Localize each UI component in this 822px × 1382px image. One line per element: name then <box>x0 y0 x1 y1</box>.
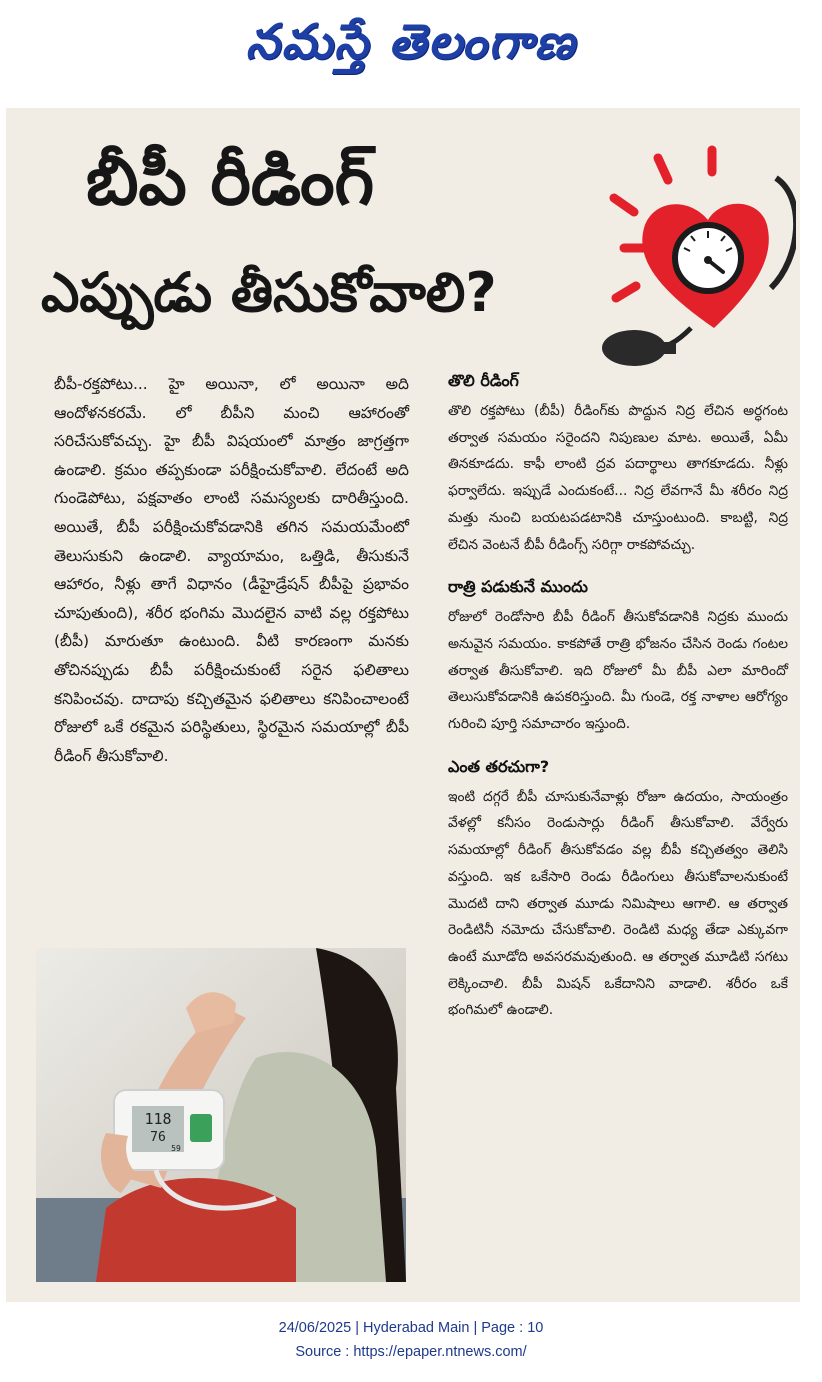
headline <box>6 108 596 348</box>
source-link[interactable]: Source : https://epaper.ntnews.com/ <box>295 1344 527 1360</box>
headline-line-2: ఎప్పుడు తీసుకోవాలి? <box>41 261 497 324</box>
section-body: రోజులో రెండోసారి బీపీ రీడింగ్ తీసుకోవడానికి నిద్రకు ముందు అనువైన సమయం. కాకపోతే రాత్రి భోజనం చేసిన రెండు గంటల తర్వాత తీసుకోవాలి. ఇది రోజులో మీ బీపీ ఎలా మారిందో తెలుసుకోవడానికి ఉపకరిస్తుంది. మీ గుండె, రక్త నాళాల ఆరోగ్యం గురించి పూర్తి సమాచారం ఇస్తుంది. <box>448 609 788 733</box>
intro-paragraph: బీపీ-రక్తపోటు... హై అయినా, లో అయినా అది ఆందోళనకరమే. లో బీపీని మంచి ఆహారంతో సరిచేసుకోవచ్చు. హై బీపీ విషయంలో మాత్రం జాగ్రత్తగా ఉండాలి. క్రమం తప్పకుండా పరీక్షించుకోవాలి. లేదంటే అది గుండెపోటు, పక్షవాతం లాంటి సమస్యలకు దారితీస్తుంది. అయితే, బీపీ పరీక్షించుకోవడానికి తగిన సమయమేంటో తెలుసుకుని ఉండాలి. వ్యాయామం, ఒత్తిడి, తీసుకునే ఆహారం, నీళ్లు తాగే విధానం (డీహైడ్రేషన్ బీపీపై ప్రభావం చూపుతుంది), శరీర భంగిమ మొదలైన వాటి వల్ల రక్తపోటు (బీపీ) మారుతూ ఉంటుంది. వీటి కారణంగా మనకు తోచినప్పుడు బీపీ పరీక్షించుకుంటే సరైన ఫలితాలు కనిపించవు. దాదాపు కచ్చితమైన ఫలితాలు కనిపించాలంటే రోజులో ఒకే రకమైన పరిస్థితులు, స్థిరమైన సమయాల్లో బీపీ రీడింగ్ తీసుకోవాలి. <box>54 375 409 765</box>
section-heading: ఎంత తరచుగా? <box>448 756 550 776</box>
section-before-bed <box>448 576 788 738</box>
monitor-sys-readout: 118 <box>144 1110 172 1128</box>
section-how-often <box>448 756 788 1024</box>
masthead <box>0 0 822 95</box>
article-clipping <box>6 108 800 1302</box>
page-footer <box>0 1316 822 1364</box>
section-heading: రాత్రి పడుకునే ముందు <box>448 577 588 597</box>
section-body: తొలి రక్తపోటు (బీపీ) రీడింగ్‌కు పొద్దున నిద్ర లేచిన అర్ధగంట తర్వాత సమయం సరైందని నిపుణుల మాట. అయితే, ఏమీ తినకూడదు. కాఫీ లాంటి ద్రవ పదార్థాలు తాగకూడదు. నీళ్లు ఫర్వాలేదు. ఇప్పుడే ఎందుకంటే... నిద్ర లేవగానే మీ శరీరం నిద్ర మత్తు నుంచి బయటపడటానికి చూస్తుంటుంది. కాబట్టి, నిద్ర లేచిన వెంటనే బీపీ రీడింగ్స్ సరిగ్గా రాకపోవచ్చు. <box>448 403 788 553</box>
bp-monitor-photo <box>36 948 406 1282</box>
newspaper-logo: నమస్తే తెలంగాణ <box>245 13 577 70</box>
headline-line-1: బీపీ రీడింగ్ <box>86 142 375 221</box>
woman-checking-bp-image <box>36 948 406 1282</box>
heart-bp-monitor-icon <box>596 138 796 368</box>
section-body: ఇంటి దగ్గరే బీపీ చూసుకునేవాళ్లు రోజూ ఉదయం, సాయంత్రం వేళల్లో కనీసం రెండుసార్లు రీడింగ్ తీసుకోవాలి. వేర్వేరు సమయాల్లో రీడింగ్ తీసుకోవడం వల్ల బీపీ కచ్చితత్వం తెలిసి వస్తుంది. ఇక ఒకేసారి రెండు రీడింగులు తీసుకోవాలనుకుంటే మొదటి దాని తర్వాత మూడు నిమిషాలు ఆగాలి. ఆ తర్వాత రెండిటినీ నమోదు చేసుకోవాలి. రెండిటి మధ్య తేడా ఎక్కువగా ఉంటే మూడోది అవసరమవుతుంది. ఆ తర్వాత మూడిటి సగటు లెక్కించాలి. బీపీ మిషన్ ఒకేదానిని వాడాలి. శరీరం ఒకే భంగిమలో ఉండాలి. <box>448 788 788 1019</box>
sections-column <box>448 370 788 1042</box>
intro-column <box>54 370 409 770</box>
edition-info: 24/06/2025 | Hyderabad Main | Page : 10 <box>278 1320 544 1336</box>
monitor-dia-readout: 76 <box>150 1130 166 1145</box>
section-first-reading <box>448 370 788 558</box>
section-heading: తొలి రీడింగ్ <box>448 371 519 390</box>
monitor-pulse-readout: 59 <box>171 1144 181 1153</box>
